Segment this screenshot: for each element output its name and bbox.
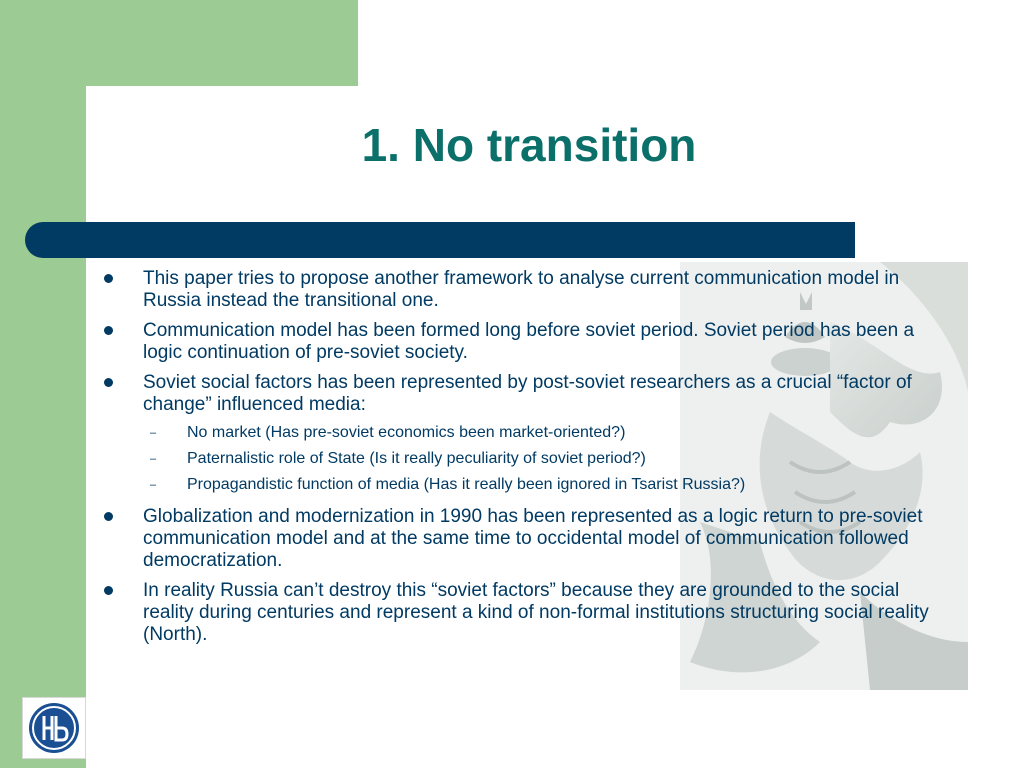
bullet-dot bbox=[104, 326, 113, 335]
sub-bullet-text: No market (Has pre-soviet economics been market-oriented?) bbox=[187, 424, 626, 441]
bullet-dot bbox=[104, 378, 113, 387]
list-item bbox=[104, 580, 954, 646]
bullet-text: Communication model has been formed long before soviet period. Soviet period has been a logic continuation of pre-soviet society. bbox=[143, 320, 915, 363]
sub-bullet-dash: – bbox=[149, 427, 157, 439]
university-crest-icon bbox=[23, 698, 85, 758]
sub-list-item bbox=[143, 420, 954, 446]
list-item bbox=[104, 372, 954, 498]
slide-title: 1. No transition bbox=[361, 119, 697, 171]
bullet-text: Soviet social factors has been represented by post-soviet researchers as a crucial “factor of change” influenced media: bbox=[143, 372, 912, 415]
left-green-bar bbox=[0, 0, 86, 768]
bullet-text: Globalization and modernization in 1990 has been represented as a logic return to pre-soviet communication model and at the same time to occidental model of communication followed democratization. bbox=[143, 506, 923, 571]
list-item bbox=[104, 506, 954, 572]
list-item bbox=[104, 320, 954, 364]
sub-list bbox=[143, 420, 954, 498]
bullet-dot bbox=[104, 274, 113, 283]
bullet-dot bbox=[104, 586, 113, 595]
bullet-text: This paper tries to propose another framework to analyse current communication model in Russia instead the transitional one. bbox=[143, 268, 900, 311]
bullet-text: In reality Russia can’t destroy this “soviet factors” because they are grounded to the social reality during centuries and represent a kind of non-formal institutions structuring social reality (North). bbox=[143, 580, 929, 645]
top-green-block bbox=[86, 0, 358, 86]
university-logo bbox=[22, 697, 86, 759]
bullet-list bbox=[104, 268, 954, 654]
sub-bullet-dash: – bbox=[149, 453, 157, 465]
sub-bullet-text: Paternalistic role of State (Is it really peculiarity of soviet period?) bbox=[187, 450, 646, 467]
sub-bullet-dash: – bbox=[149, 479, 157, 491]
sub-list-item bbox=[143, 446, 954, 472]
sub-bullet-text: Propagandistic function of media (Has it really been ignored in Tsarist Russia?) bbox=[187, 476, 746, 493]
title-underline-bar bbox=[25, 222, 855, 258]
bullet-dot bbox=[104, 512, 113, 521]
sub-list-item bbox=[143, 472, 954, 498]
list-item bbox=[104, 268, 954, 312]
